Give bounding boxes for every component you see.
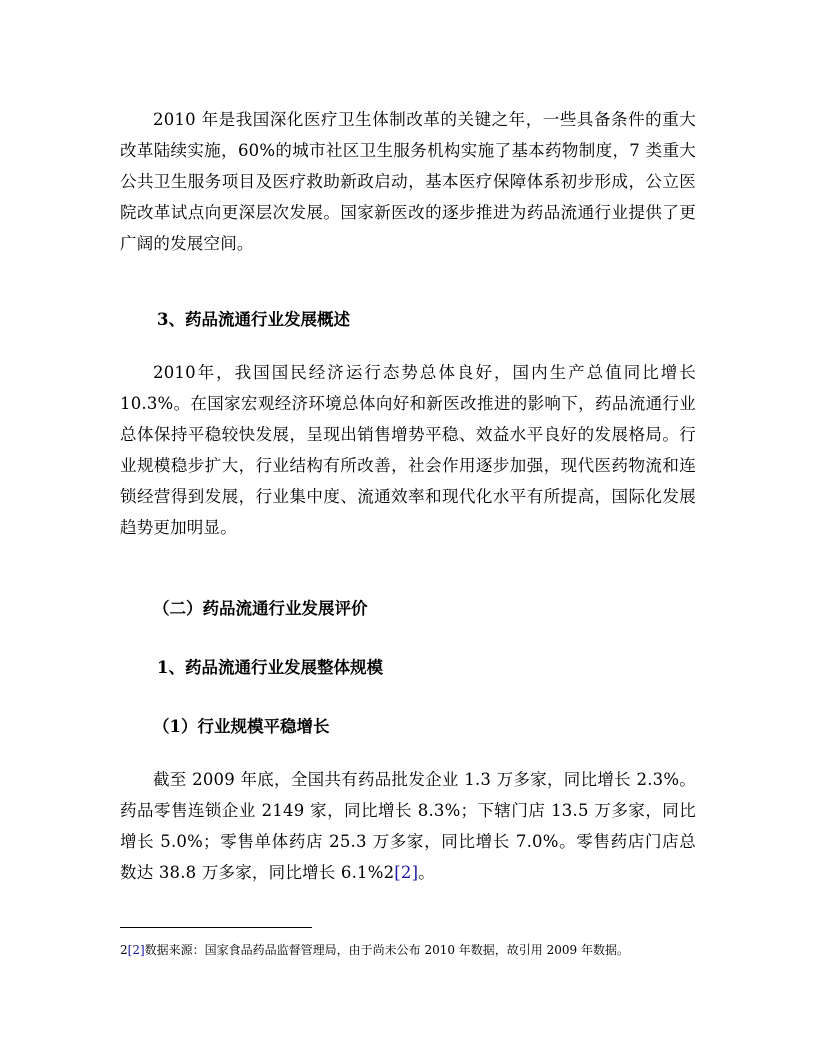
heading-industry-evaluation: （二）药品流通行业发展评价 (153, 599, 368, 618)
paragraph-healthcare-reform: 2010 年是我国深化医疗卫生体制改革的关键之年，一些具备条件的重大改革陆续实施，60%的城市社区卫生服务机构实施了基本药物制度，7 类重大公共卫生服务项目及医疗救助新政启动，基本医疗保障体系初步形成，公立医院改革试点向更深层次发展。国家新医改的逐步推进为药品流通行业提供了更广阔的发展空间。 (120, 110, 696, 253)
footnote-separator (120, 927, 312, 928)
heading-overall-scale: 1、药品流通行业发展整体规模 (157, 658, 383, 677)
paragraph-enterprise-statistics (120, 764, 696, 888)
footnote-text: 数据来源：国家食品药品监督管理局，由于尚未公布 2010 年数据，故引用 2009 年数据。 (144, 943, 629, 957)
footnote (120, 940, 720, 960)
paragraph-economic-overview: 2010年，我国国民经济运行态势总体良好，国内生产总值同比增长 10.3%。在国家宏观经济环境总体向好和新医改推进的影响下，药品流通行业总体保持平稳较快发展，呈现出销售增势平稳、效益水平良好的发展格局。行业规模稳步扩大，行业结构有所改善，社会作用逐步加强，现代医药物流和连锁经营得到发展，行业集中度、流通效率和现代化水平有所提高，国际化发展趋势更加明显。 (120, 363, 696, 537)
footnote-backlink[interactable]: [2] (127, 943, 145, 957)
heading-stable-growth: （1）行业规模平稳增长 (153, 717, 330, 736)
footnote-number: 2 (120, 943, 128, 957)
paragraph-enterprise-statistics-text: 截至 2009 年底，全国共有药品批发企业 1.3 万多家，同比增长 2.3%。药品零售连锁企业 2149 家，同比增长 8.3%；下辖门店 13.5 万多家，同比增长 5.0%；零售单体药店 25.3 万多家，同比增长 7.0%。零售药店门店总数达 38.8 万多家，同比增长 6.1%2 (120, 770, 696, 882)
heading-industry-overview: 3、药品流通行业发展概述 (157, 310, 350, 329)
paragraph-enterprise-statistics-tail: 。 (418, 863, 435, 882)
footnote-reference-link[interactable]: [2] (394, 863, 419, 882)
